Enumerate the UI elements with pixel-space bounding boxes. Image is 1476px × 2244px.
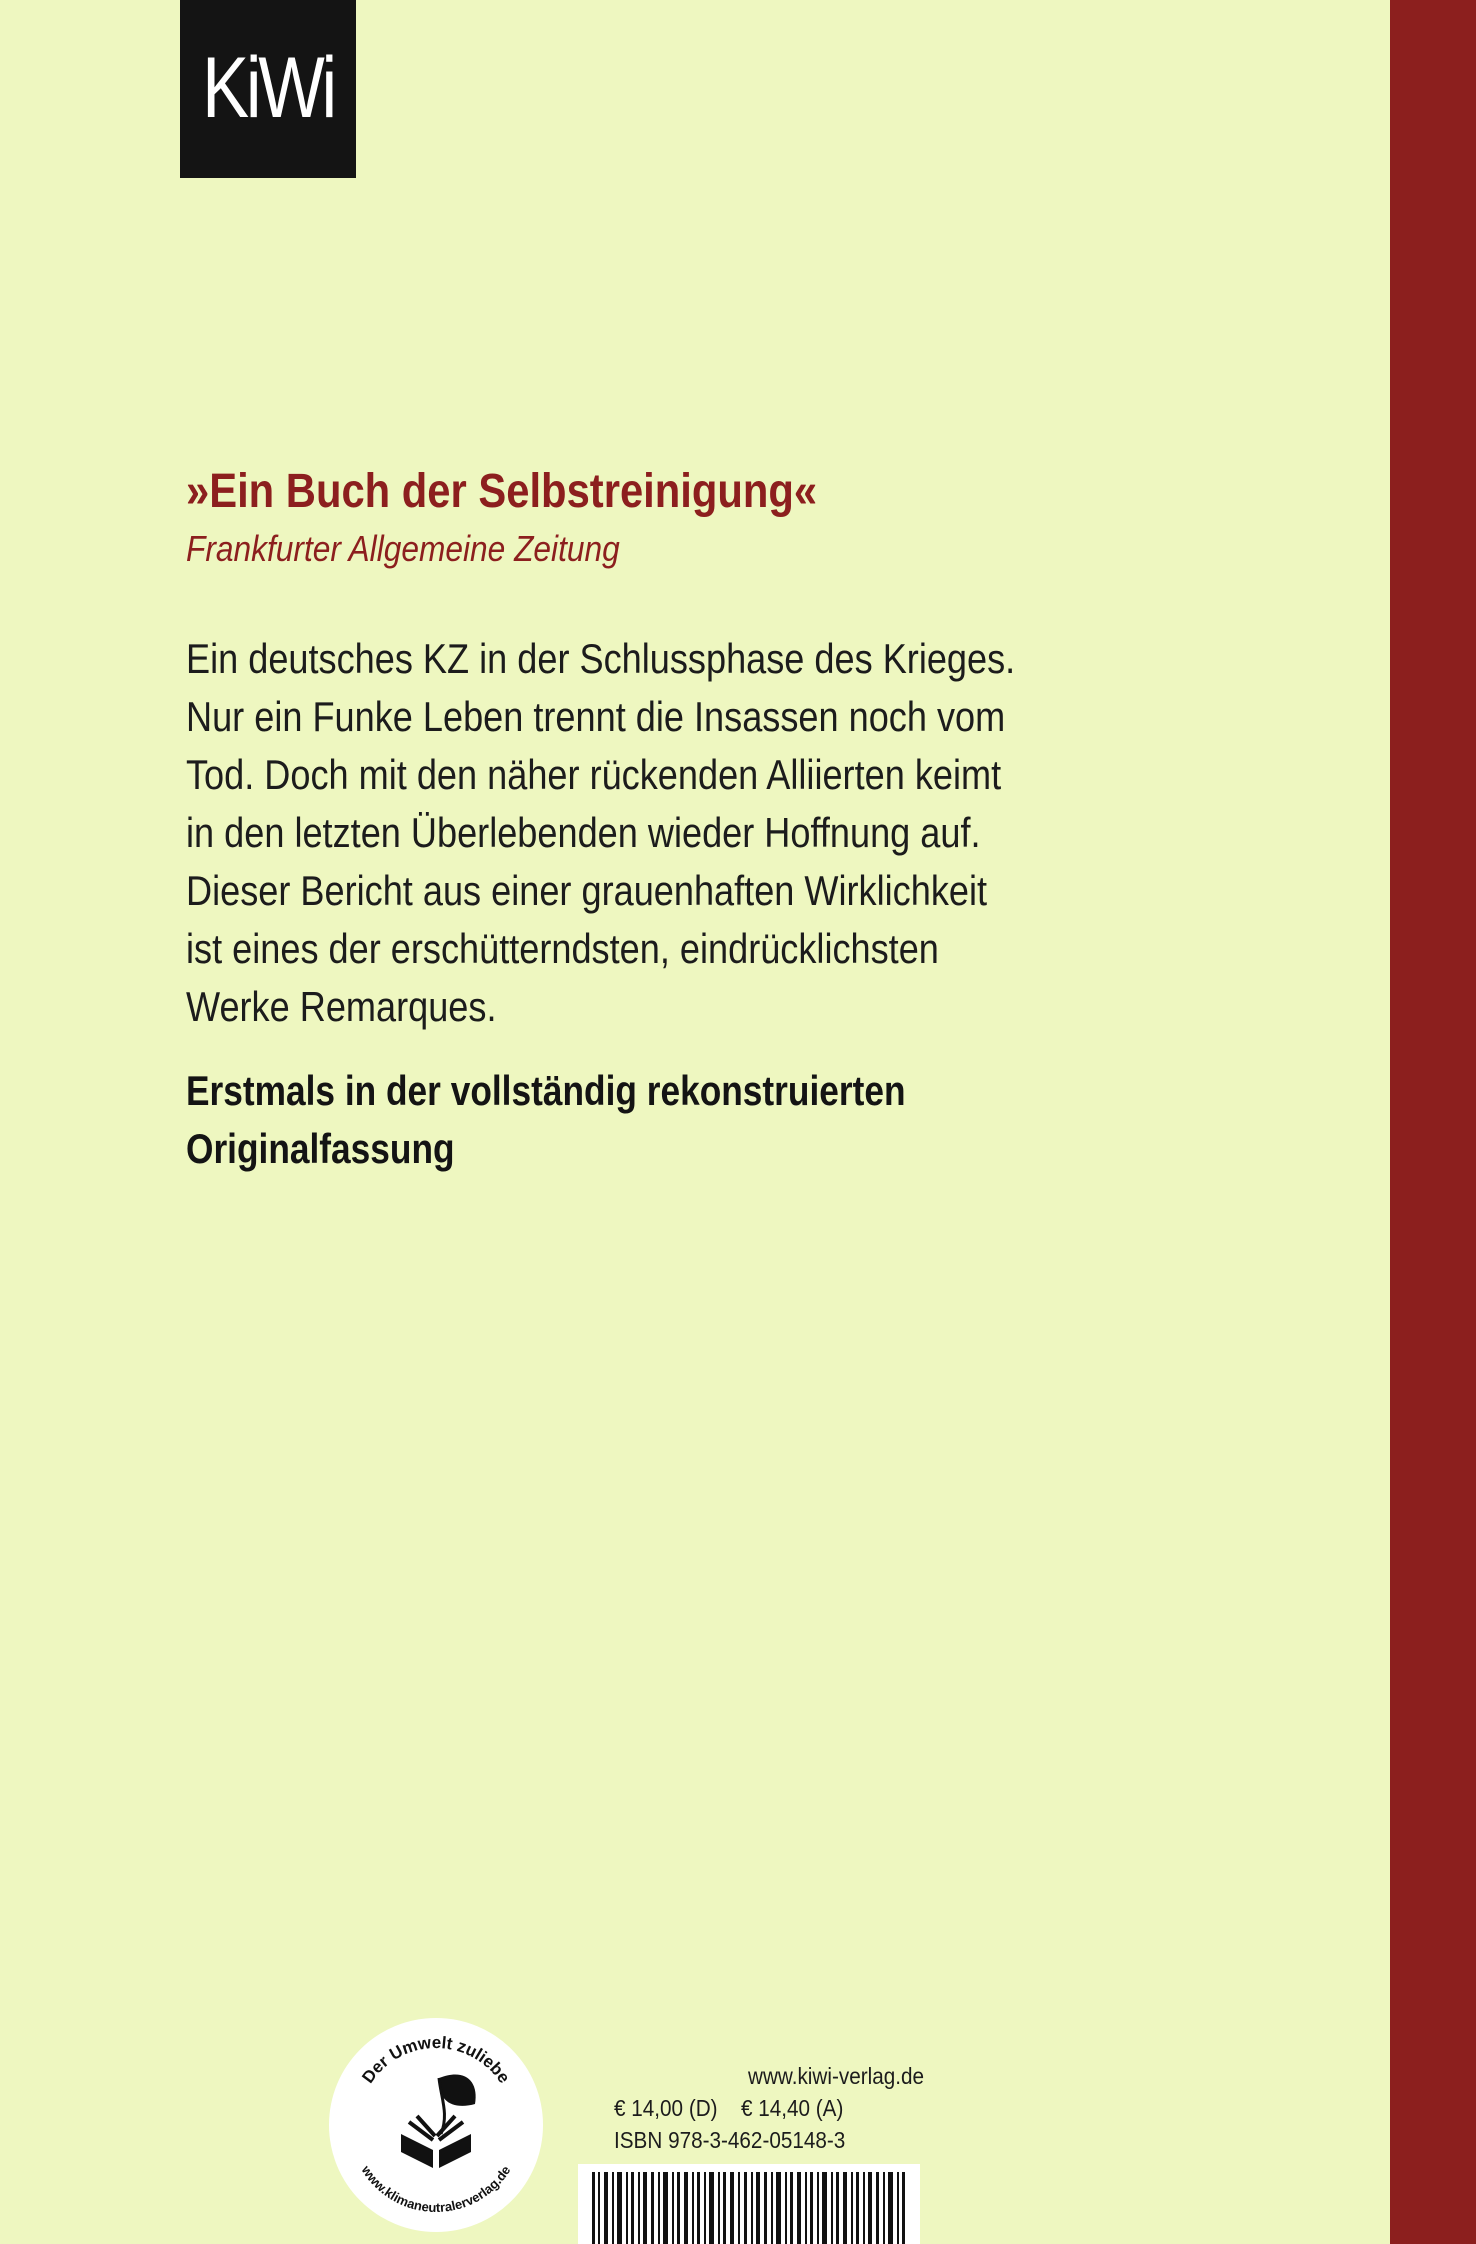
blurb-line: Nur ein Funke Leben trennt die Insassen noch vom	[186, 693, 1006, 740]
publisher-logo	[180, 0, 356, 178]
edition-note-line: Erstmals in der vollständig rekonstruierten	[186, 1067, 906, 1114]
price-austria: € 14,40 (A)	[740, 2095, 844, 2121]
review-source: Frankfurter Allgemeine Zeitung	[186, 528, 620, 569]
leaf-book-icon	[329, 2018, 543, 2232]
review-quote: »Ein Buch der Selbstreinigung«	[186, 465, 818, 518]
blurb-body	[186, 630, 1186, 1036]
blurb-line: Ein deutsches KZ in der Schlussphase des Krieges.	[186, 635, 1016, 682]
edition-note	[186, 1062, 1186, 1178]
spine-stripe	[1390, 0, 1476, 2244]
barcode	[578, 2164, 920, 2244]
blurb-line: ist eines der erschütterndsten, eindrücklichsten	[186, 925, 939, 972]
price-line	[614, 2092, 884, 2124]
badge-bottom-text: www.klimaneutralerverlag.de	[358, 2162, 514, 2216]
blurb-line: Werke Remarques.	[186, 983, 497, 1030]
blurb-line: Dieser Bericht aus einer grauenhaften Wirklichkeit	[186, 867, 988, 914]
edition-note-line: Originalfassung	[186, 1125, 455, 1172]
publisher-logo-text: KiWi	[202, 40, 334, 136]
climate-neutral-badge	[329, 2018, 543, 2232]
barcode-bars	[578, 2164, 920, 2244]
svg-text:www.klimaneutralerverlag.de	[358, 2162, 513, 2215]
svg-text:Der Umwelt zuliebe	[358, 2033, 513, 2087]
blurb-section	[186, 460, 1186, 1178]
badge-top-text: Der Umwelt zuliebe	[358, 2033, 514, 2087]
publisher-website: www.kiwi-verlag.de	[747, 2063, 924, 2089]
blurb-line: Tod. Doch mit den näher rückenden Alliierten keimt	[186, 751, 1002, 798]
isbn: ISBN 978-3-462-05148-3	[614, 2127, 846, 2153]
blurb-line: in den letzten Überlebenden wieder Hoffnung auf.	[186, 809, 981, 856]
imprint-block	[614, 2060, 924, 2156]
price-germany: € 14,00 (D)	[614, 2095, 718, 2121]
